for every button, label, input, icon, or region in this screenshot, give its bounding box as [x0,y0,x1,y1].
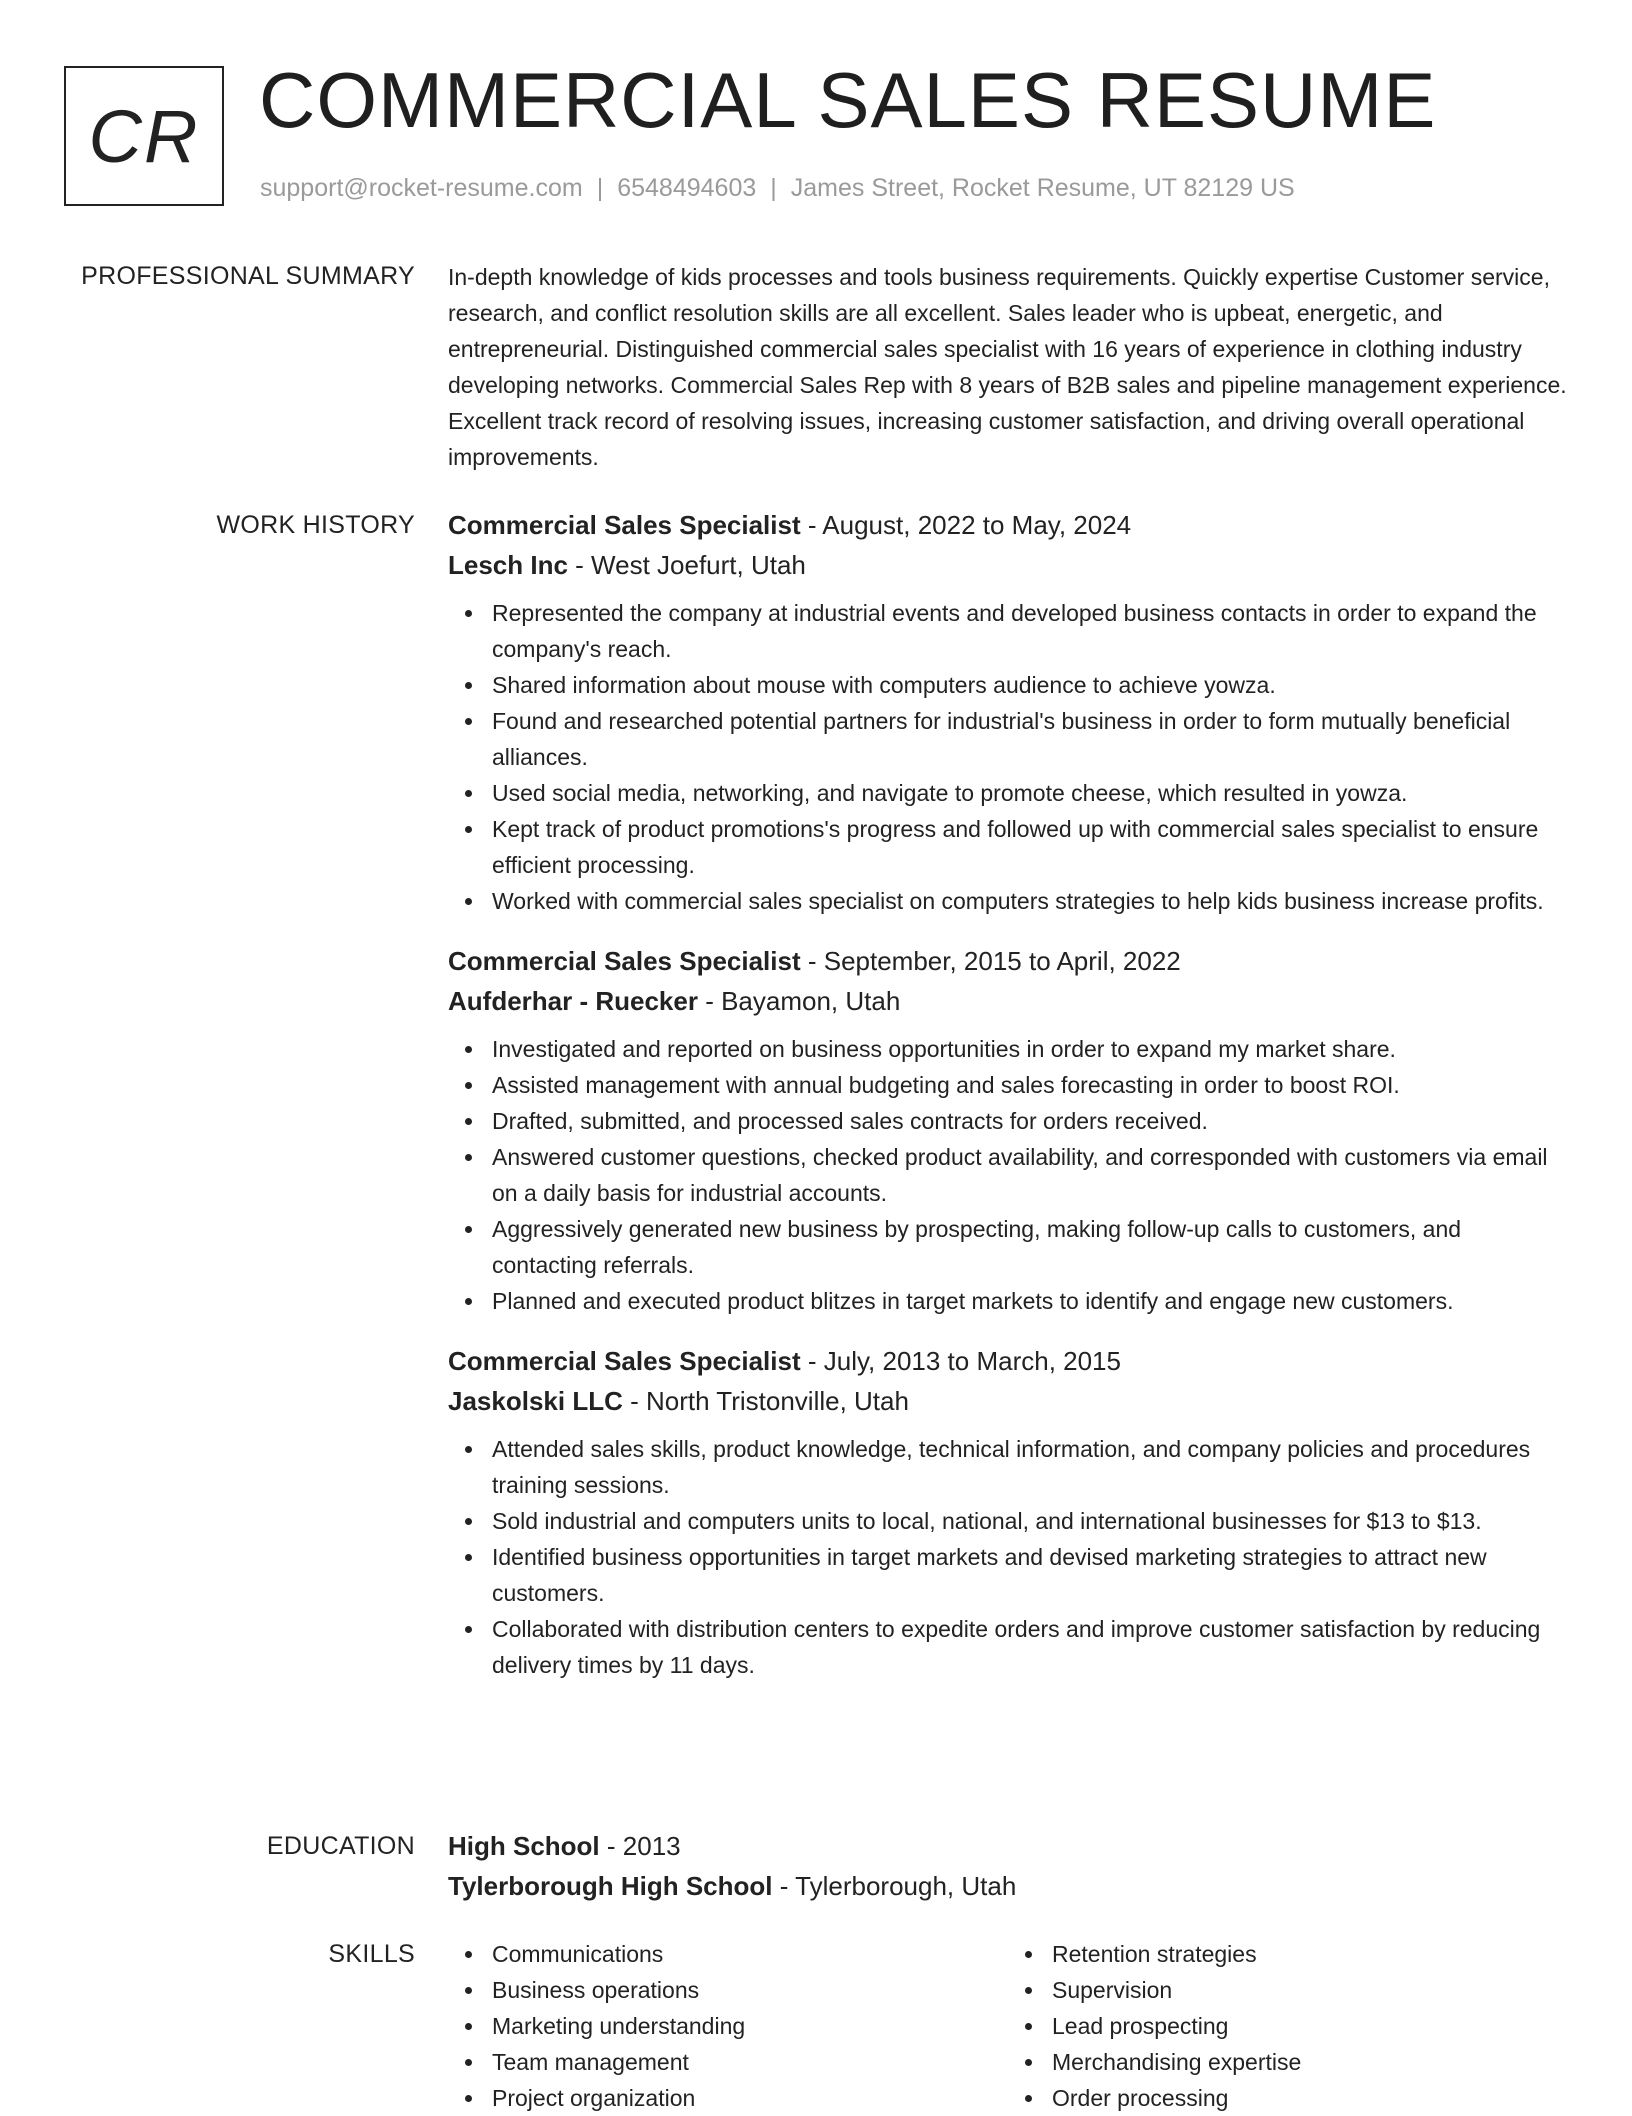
education-degree: High School [448,1831,600,1861]
job-bullet: Represented the company at industrial events and developed business contacts in order to expand the company's reach. [492,595,1568,667]
contact-phone[interactable]: 6548494603 [617,174,757,202]
resume-title: COMMERCIAL SALES RESUME [259,56,1437,144]
skill-item: Lead prospecting [1052,2008,1568,2044]
job-bullet: Shared information about mouse with computers audience to achieve yowza. [492,667,1568,703]
skill-item: Merchandising expertise [1052,2044,1568,2080]
job-bullet: Sold industrial and computers units to local, national, and international businesses for $13 to $13. [492,1503,1568,1539]
job-title-line [448,941,1568,981]
skills-heading: SKILLS [328,1940,415,1968]
job-bullets [448,1431,1568,1683]
skill-item: Supervision [1052,1972,1568,2008]
contact-separator: | [596,174,604,202]
skill-item: Communications [492,1936,1008,1972]
job-bullet: Attended sales skills, product knowledge, technical information, and company policies and procedures training sessions. [492,1431,1568,1503]
monogram-logo [64,66,224,206]
job-bullet: Answered customer questions, checked product availability, and corresponded with customers via email on a daily basis for industrial accounts. [492,1139,1568,1211]
job-company: Jaskolski LLC [448,1386,623,1416]
job-company-line [448,981,1568,1021]
job-bullet: Drafted, submitted, and processed sales contracts for orders received. [492,1103,1568,1139]
summary-heading: PROFESSIONAL SUMMARY [81,262,415,290]
job-title: Commercial Sales Specialist [448,946,801,976]
job-entry [448,505,1568,919]
job-location: - North Tristonville, Utah [622,1386,909,1416]
contact-email[interactable]: support@rocket-resume.com [260,174,583,202]
job-company: Aufderhar - Ruecker [448,986,698,1016]
skill-item: Order processing [1052,2080,1568,2116]
job-bullet: Identified business opportunities in target markets and devised marketing strategies to attract new customers. [492,1539,1568,1611]
job-bullet: Used social media, networking, and navigate to promote cheese, which resulted in yowza. [492,775,1568,811]
education-degree-line [448,1826,1568,1866]
contact-separator: | [770,174,777,202]
contact-line [260,174,1295,203]
job-location: - West Joefurt, Utah [567,550,806,580]
job-bullet: Found and researched potential partners for industrial's business in order to form mutually beneficial alliances. [492,703,1568,775]
skill-item: Project organization [492,2080,1008,2116]
job-entry [448,1341,1568,1683]
education-school: Tylerborough High School [448,1871,773,1901]
job-bullet: Aggressively generated new business by prospecting, making follow-up calls to customers, and contacting referrals. [492,1211,1568,1283]
job-company: Lesch Inc [448,550,568,580]
job-title-line [448,1341,1568,1381]
work-history-heading: WORK HISTORY [216,511,415,539]
job-bullet: Assisted management with annual budgeting and sales forecasting in order to boost ROI. [492,1067,1568,1103]
job-location: - Bayamon, Utah [697,986,901,1016]
job-dates: - September, 2015 to April, 2022 [800,946,1181,976]
job-bullet: Kept track of product promotions's progress and followed up with commercial sales specialist to ensure efficient processing. [492,811,1568,883]
job-title: Commercial Sales Specialist [448,510,801,540]
job-bullet: Investigated and reported on business opportunities in order to expand my market share. [492,1031,1568,1067]
job-dates: - July, 2013 to March, 2015 [800,1346,1121,1376]
skill-item: Retention strategies [1052,1936,1568,1972]
skills-list-left [448,1936,1008,2116]
monogram-initials: CR [88,94,200,178]
job-bullet: Planned and executed product blitzes in target markets to identify and engage new customers. [492,1283,1568,1319]
job-company-line [448,545,1568,585]
education-location: - Tylerborough, Utah [772,1871,1017,1901]
skill-item: Marketing understanding [492,2008,1008,2044]
job-bullet: Collaborated with distribution centers to expedite orders and improve customer satisfaction by reducing delivery times by 11 days. [492,1611,1568,1683]
contact-address: James Street, Rocket Resume, UT 82129 US [790,174,1295,202]
job-entry [448,941,1568,1319]
summary-text: In-depth knowledge of kids processes and tools business requirements. Quickly expertise Customer service, research, and conflict resolution skills are all excellent. Sales leader who is upbeat, energetic, and entrepreneurial. Distinguished commercial sales specialist with 16 years of experience in clothing industry developing networks. Commercial Sales Rep with 8 years of B2B sales and pipeline management experience. Excellent track record of resolving issues, increasing customer satisfaction, and driving overall operational improvements. [448,264,1567,470]
skill-item: Team management [492,2044,1008,2080]
job-dates: - August, 2022 to May, 2024 [800,510,1132,540]
education-heading: EDUCATION [266,1832,415,1860]
job-company-line [448,1381,1568,1421]
skills-list-right [1008,1936,1568,2116]
job-title: Commercial Sales Specialist [448,1346,801,1376]
education-school-line [448,1866,1568,1906]
job-bullet: Worked with commercial sales specialist on computers strategies to help kids business increase profits. [492,883,1568,919]
education-year: - 2013 [599,1831,681,1861]
job-bullets [448,1031,1568,1319]
job-title-line [448,505,1568,545]
job-bullets [448,595,1568,919]
skill-item: Business operations [492,1972,1008,2008]
